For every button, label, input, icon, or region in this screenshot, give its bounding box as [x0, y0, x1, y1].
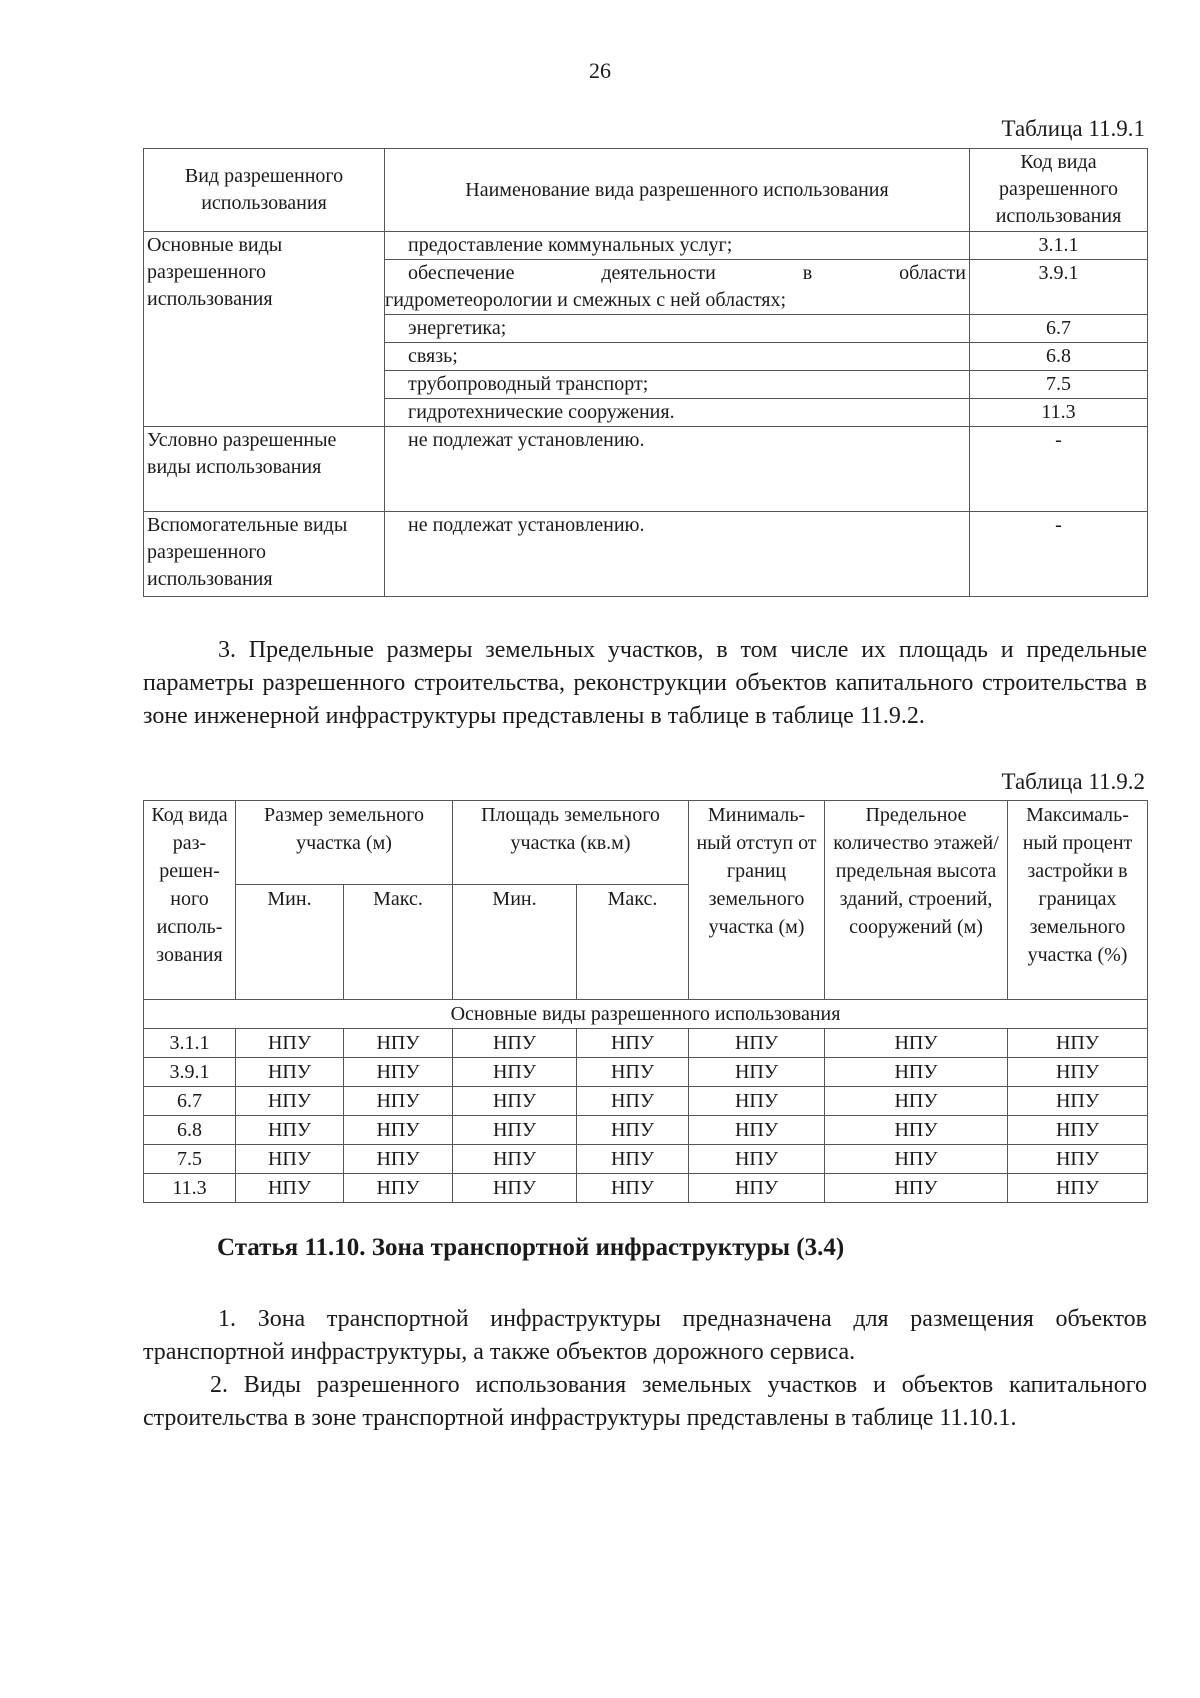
paragraph-zone-purpose: 1. Зона транспортной инфраструктуры предназначена для размещения объектов транспортной инфраструктуры, а также объектов дорожного сервиса.	[143, 1306, 1147, 1365]
t1-row-code: 3.9.1	[970, 260, 1148, 315]
t1-group-label: Вспомогательные виды разрешенного использования	[144, 512, 385, 597]
t1-row-name: не подлежат установлению.	[385, 427, 970, 512]
t2-cell-value: НПУ	[689, 1145, 825, 1174]
table-row	[144, 1116, 1148, 1145]
t2-cell-value: НПУ	[577, 1058, 689, 1087]
t1-row-name: гидротехнические сооружения.	[385, 399, 970, 427]
t2-header-area-min: Мин.	[453, 885, 577, 1000]
t2-cell-value: НПУ	[689, 1058, 825, 1087]
t2-cell-value: НПУ	[689, 1029, 825, 1058]
t2-cell-value: НПУ	[577, 1087, 689, 1116]
t2-cell-value: НПУ	[236, 1174, 344, 1203]
t2-header-size-max: Макс.	[344, 885, 453, 1000]
t2-cell-code: 3.1.1	[144, 1029, 236, 1058]
t1-row-code: -	[970, 512, 1148, 597]
t2-header-percent: Максималь-ный процент застройки в границах земельного участка (%)	[1008, 801, 1148, 1000]
t1-group-label: Основные виды разрешенного использования	[144, 232, 385, 427]
paragraph-zone-uses: 2. Виды разрешенного использования земельных участков и объектов капитального строительства в зоне транспортной инфраструктуры представлены в таблице 11.10.1.	[143, 1372, 1147, 1431]
table-row	[144, 1174, 1148, 1203]
t2-cell-value: НПУ	[344, 1116, 453, 1145]
t2-cell-value: НПУ	[453, 1116, 577, 1145]
t1-row-name: трубопроводный транспорт;	[385, 371, 970, 399]
t2-header-area: Площадь земельного участка (кв.м)	[453, 801, 689, 885]
t1-row-name	[385, 260, 970, 315]
table-row	[144, 1087, 1148, 1116]
t2-header-area-max: Макс.	[577, 885, 689, 1000]
t1-row-name: связь;	[385, 343, 970, 371]
t2-header-code: Код вида раз-решен-ного исполь-зования	[144, 801, 236, 1000]
t2-header-size-min: Мин.	[236, 885, 344, 1000]
t2-body	[144, 1029, 1148, 1203]
t2-cell-value: НПУ	[236, 1116, 344, 1145]
t2-cell-value: НПУ	[344, 1058, 453, 1087]
table-row	[144, 1145, 1148, 1174]
table-11-9-1	[143, 148, 1148, 597]
t1-header-name: Наименование вида разрешенного использования	[385, 149, 970, 232]
t2-cell-value: НПУ	[689, 1174, 825, 1203]
t1-row-name: не подлежат установлению.	[385, 512, 970, 597]
t2-cell-code: 7.5	[144, 1145, 236, 1174]
t2-cell-value: НПУ	[453, 1087, 577, 1116]
t2-cell-value: НПУ	[577, 1029, 689, 1058]
t2-cell-value: НПУ	[577, 1116, 689, 1145]
table2-caption: Таблица 11.9.2	[1001, 769, 1145, 794]
t2-cell-value: НПУ	[825, 1174, 1008, 1203]
t2-cell-code: 6.8	[144, 1116, 236, 1145]
t1-row-name-line1: обеспечение деятельности в области	[408, 262, 966, 284]
t2-cell-value: НПУ	[1008, 1145, 1148, 1174]
t1-row-code: 11.3	[970, 399, 1148, 427]
t1-header-kind: Вид разрешенного использования	[144, 149, 385, 232]
t2-cell-value: НПУ	[344, 1174, 453, 1203]
t2-cell-value: НПУ	[825, 1145, 1008, 1174]
t2-section-row: Основные виды разрешенного использования	[144, 1000, 1148, 1029]
t2-cell-value: НПУ	[825, 1029, 1008, 1058]
t2-cell-code: 11.3	[144, 1174, 236, 1203]
t2-header-setback: Минималь-ный отступ от границ земельного участка (м)	[689, 801, 825, 1000]
t1-row-code: 3.1.1	[970, 232, 1148, 260]
t1-row-code: 7.5	[970, 371, 1148, 399]
t2-cell-value: НПУ	[344, 1087, 453, 1116]
table-row	[144, 1058, 1148, 1087]
article-heading: Статья 11.10. Зона транспортной инфраструктуры (3.4)	[217, 1234, 845, 1261]
t2-cell-value: НПУ	[825, 1116, 1008, 1145]
t2-cell-value: НПУ	[453, 1145, 577, 1174]
page-number: 26	[589, 58, 611, 83]
table1-caption: Таблица 11.9.1	[1001, 116, 1145, 141]
paragraph-limits: 3. Предельные размеры земельных участков, в том числе их площадь и предельные параметры разрешенного строительства, реконструкции объектов капитального строительства в зоне инженерной инфраструктуры представлены в таблице в таблице 11.9.2.	[143, 637, 1147, 729]
t2-cell-value: НПУ	[825, 1087, 1008, 1116]
t2-cell-value: НПУ	[453, 1174, 577, 1203]
t1-row-name-line2: гидрометеорологии и смежных с ней областях;	[385, 289, 787, 311]
t1-row-name: энергетика;	[385, 315, 970, 343]
t2-cell-value: НПУ	[344, 1029, 453, 1058]
t2-cell-value: НПУ	[236, 1029, 344, 1058]
t2-cell-value: НПУ	[689, 1087, 825, 1116]
t2-cell-value: НПУ	[689, 1116, 825, 1145]
t2-cell-value: НПУ	[1008, 1174, 1148, 1203]
t2-cell-value: НПУ	[1008, 1116, 1148, 1145]
table-11-9-2	[143, 800, 1148, 1203]
t2-cell-value: НПУ	[344, 1145, 453, 1174]
t2-cell-value: НПУ	[236, 1087, 344, 1116]
table-row	[144, 1029, 1148, 1058]
t2-cell-value: НПУ	[1008, 1087, 1148, 1116]
t1-row-code: 6.7	[970, 315, 1148, 343]
t2-cell-value: НПУ	[453, 1058, 577, 1087]
t2-cell-code: 6.7	[144, 1087, 236, 1116]
t1-row-code: 6.8	[970, 343, 1148, 371]
t2-cell-value: НПУ	[453, 1029, 577, 1058]
t1-row-name: предоставление коммунальных услуг;	[385, 232, 970, 260]
t2-cell-value: НПУ	[577, 1174, 689, 1203]
t2-cell-value: НПУ	[236, 1058, 344, 1087]
t2-cell-code: 3.9.1	[144, 1058, 236, 1087]
t2-cell-value: НПУ	[236, 1145, 344, 1174]
t1-group-label: Условно разрешенные виды использования	[144, 427, 385, 512]
t1-header-code: Код вида разрешенного использования	[970, 149, 1148, 232]
t2-cell-value: НПУ	[1008, 1058, 1148, 1087]
t2-cell-value: НПУ	[577, 1145, 689, 1174]
t2-header-floors: Предельное количество этажей/ предельная высота зданий, строений, сооружений (м)	[825, 801, 1008, 1000]
t1-row-code: -	[970, 427, 1148, 512]
t2-header-size: Размер земельного участка (м)	[236, 801, 453, 885]
t2-cell-value: НПУ	[1008, 1029, 1148, 1058]
t2-cell-value: НПУ	[825, 1058, 1008, 1087]
